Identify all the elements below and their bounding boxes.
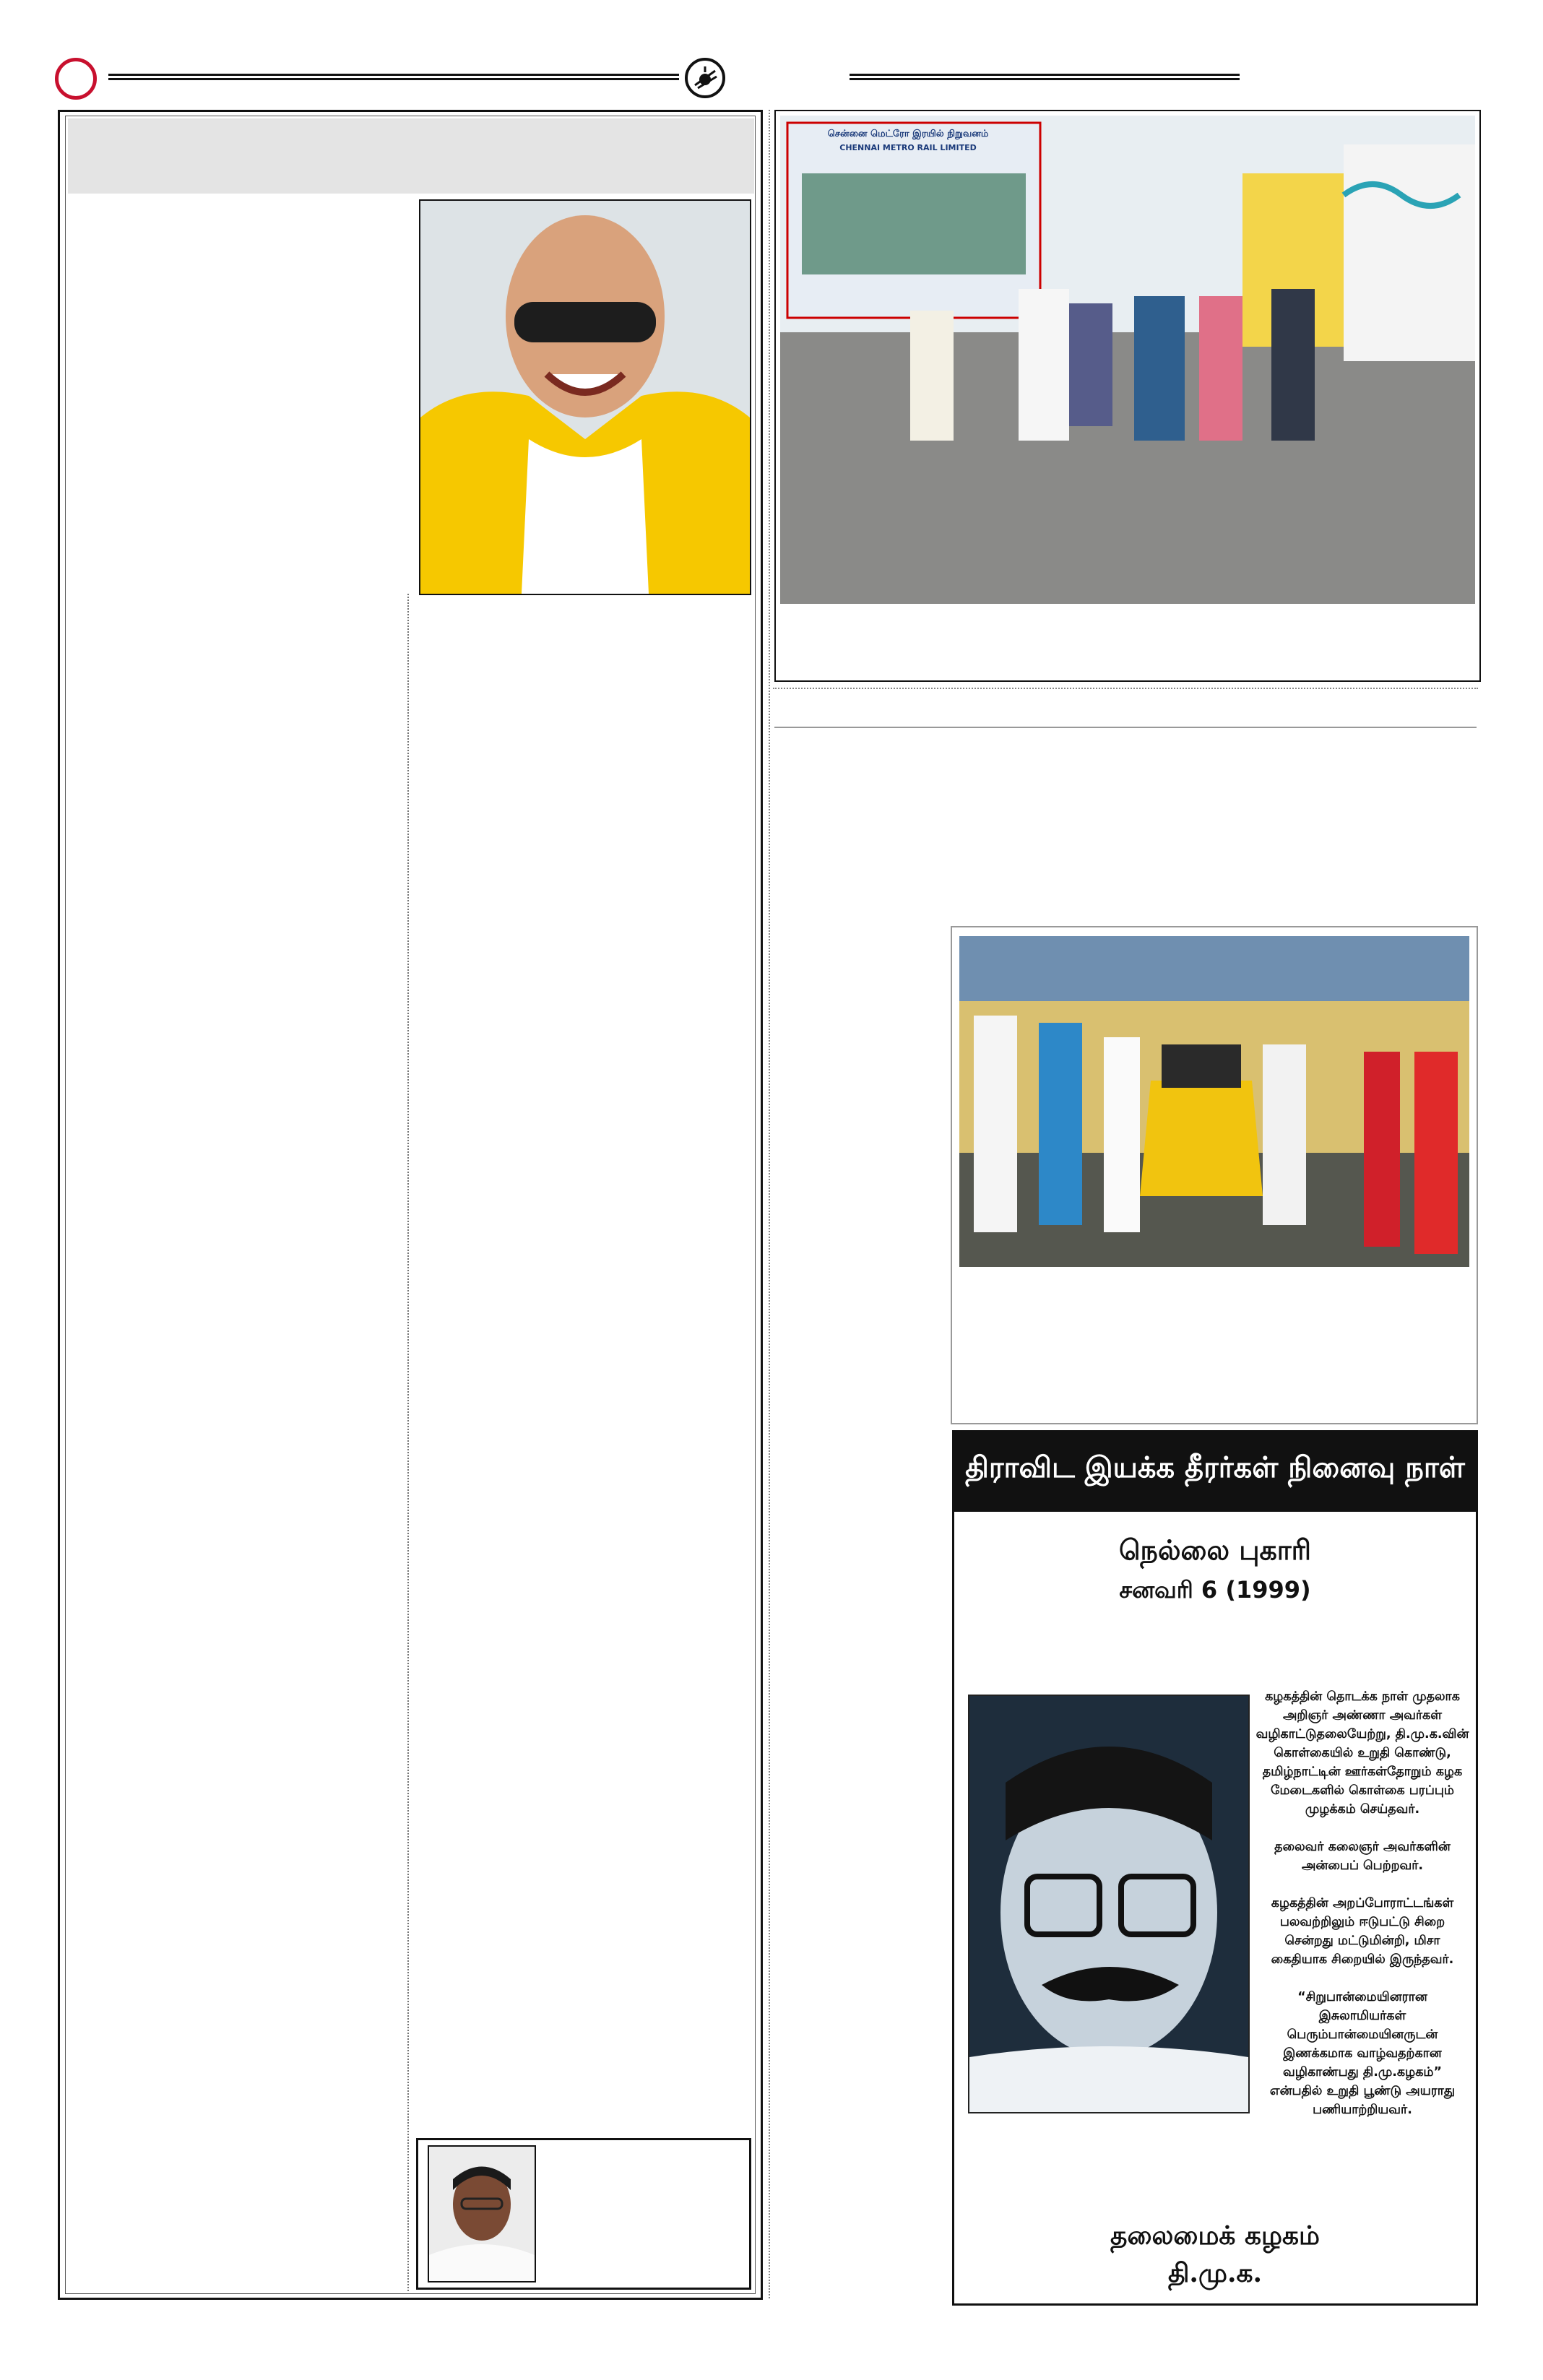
memorial-name: நெல்லை புகாரி — [1118, 1534, 1312, 1566]
header-red-circle-icon — [55, 58, 97, 100]
right-column-divider — [769, 110, 770, 2298]
auto-rickshaw-handover-photo — [959, 936, 1469, 1267]
memorial-paragraph: கழகத்தின் தொடக்க நாள் முதலாக அறிஞர் அண்ணா அவர்கள் வழிகாட்டுதலையேற்று, தி.மு.க.வின் கொள்கையில் உறுதி கொண்டு, தமிழ்நாட்டின் ஊர்கள்தோறும் கழக மேடைகளில் கொள்கை பரப்பும் முழக்கம் செய்தவர். — [1255, 1689, 1469, 1817]
author-photo — [428, 2145, 536, 2282]
metro-section-dotted-rule — [773, 688, 1478, 689]
memorial-paragraph: “சிறுபான்மையினரான இசுலாமியர்கள் பெரும்பான்மையினருடன் இணக்கமாக வாழ்வதற்கான வழிகாண்பது தி.மு.கழகம்” என்பதில் உறுதி பூண்டு அயராது பணியாற்றியவர். — [1269, 1990, 1456, 2117]
memorial-title: திராவிட இயக்க தீரர்கள் நினைவு நாள் — [965, 1450, 1465, 1484]
column-divider — [407, 594, 409, 2291]
memorial-footer-org: தலைமைக் கழகம் — [1110, 2220, 1320, 2251]
memorial-paragraph: தலைவர் கலைஞர் அவர்களின் அன்பைப் பெற்றவர். — [1274, 1840, 1451, 1873]
leader-portrait-photo — [419, 199, 751, 595]
header-rule-left — [108, 74, 679, 80]
metro-section-rule — [774, 727, 1477, 728]
memorial-portrait-photo — [968, 1695, 1250, 2113]
metro-site-inspection-photo — [780, 116, 1475, 604]
memorial-paragraph: கழகத்தின் அறப்போராட்டங்கள் பலவற்றிலும் ஈடுபட்டு சிறை சென்றது மட்டுமின்றி, மிசா கைதியாக சிறையில் இருந்தவர். — [1271, 1896, 1454, 1967]
memorial-biography — [1255, 1687, 1469, 2138]
rising-sun-emblem-icon — [685, 58, 725, 98]
memorial-footer-party: தி.மு.க. — [1167, 2258, 1263, 2288]
article-title-band — [68, 118, 754, 194]
metro-banner-title-en: CHENNAI METRO RAIL LIMITED — [839, 143, 977, 152]
memorial-date: சனவரி 6 (1999) — [1119, 1576, 1311, 1604]
header-rule-right — [850, 74, 1240, 80]
metro-banner-title-ta: சென்னை மெட்ரோ இரயில் நிறுவனம் — [827, 129, 989, 139]
